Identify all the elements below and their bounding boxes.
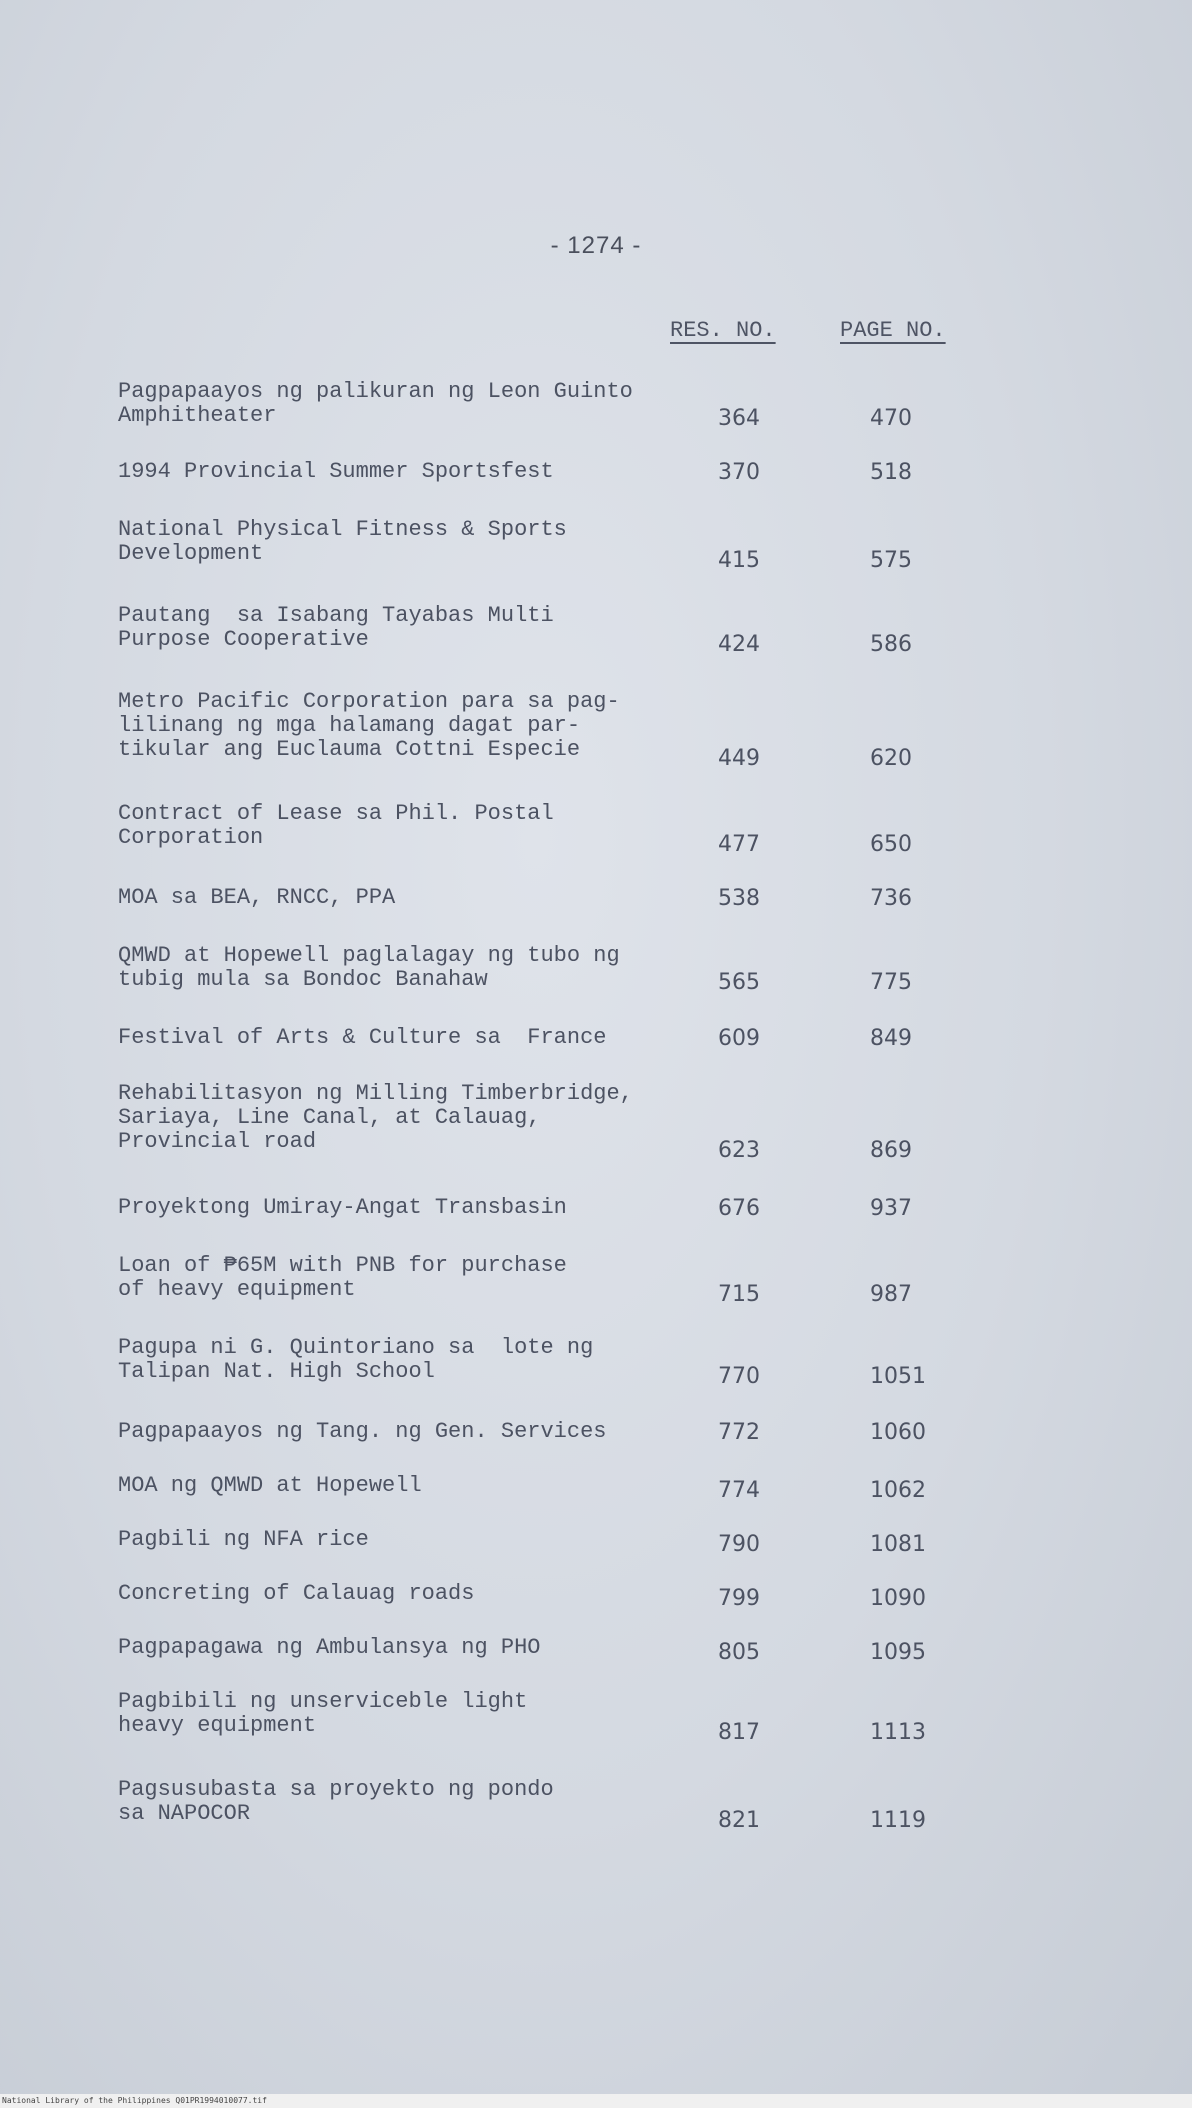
- page-number-value: 1090: [870, 1586, 926, 1611]
- item-description: Pagpapaayos ng Tang. ng Gen. Services: [118, 1419, 607, 1444]
- page-number-value: 1119: [870, 1808, 926, 1833]
- res-number: 799: [718, 1586, 760, 1611]
- res-number: 370: [718, 460, 760, 485]
- item-description: Contract of Lease sa Phil. Postal Corporation: [118, 801, 554, 850]
- item-description: Pagsusubasta sa proyekto ng pondo sa NAPOCOR: [118, 1777, 554, 1826]
- page-number-value: 650: [870, 832, 912, 857]
- item-description: QMWD at Hopewell paglalagay ng tubo ng tubig mula sa Bondoc Banahaw: [118, 943, 620, 992]
- res-number: 770: [718, 1364, 760, 1389]
- page-number-value: 849: [870, 1026, 912, 1051]
- item-description: Pagpapaayos ng palikuran ng Leon Guinto Amphitheater: [118, 379, 633, 428]
- scan-footer: National Library of the Philippines Q01PR1994010077.tif: [0, 2094, 1192, 2108]
- page-number-value: 775: [870, 970, 912, 995]
- item-description: Metro Pacific Corporation para sa pag- lilinang ng mga halamang dagat par- tikular ang Euclauma Cottni Especie: [118, 689, 620, 762]
- item-description: Pagbili ng NFA rice: [118, 1527, 369, 1552]
- page-number-value: 1051: [870, 1364, 926, 1389]
- res-number: 364: [718, 406, 760, 431]
- page-number-value: 987: [870, 1282, 912, 1307]
- page-number-value: 575: [870, 548, 912, 573]
- page-number-value: 937: [870, 1196, 912, 1221]
- page-number-value: 1062: [870, 1478, 926, 1503]
- item-description: Pautang sa Isabang Tayabas Multi Purpose Cooperative: [118, 603, 554, 652]
- page-number-value: 1113: [870, 1720, 926, 1745]
- page-number-value: 869: [870, 1138, 912, 1163]
- res-number: 715: [718, 1282, 760, 1307]
- column-header-res-no: RES. NO.: [670, 318, 776, 343]
- item-description: MOA sa BEA, RNCC, PPA: [118, 885, 396, 910]
- page-number-value: 518: [870, 460, 912, 485]
- res-number: 477: [718, 832, 760, 857]
- res-number: 609: [718, 1026, 760, 1051]
- res-number: 821: [718, 1808, 760, 1833]
- res-number: 424: [718, 632, 760, 657]
- page-number-value: 620: [870, 746, 912, 771]
- page-number-value: 736: [870, 886, 912, 911]
- page-number-value: 1095: [870, 1640, 926, 1665]
- page-number-value: 586: [870, 632, 912, 657]
- item-description: Pagpapagawa ng Ambulansya ng PHO: [118, 1635, 541, 1660]
- res-number: 565: [718, 970, 760, 995]
- item-description: Proyektong Umiray-Angat Transbasin: [118, 1195, 567, 1220]
- item-description: 1994 Provincial Summer Sportsfest: [118, 459, 554, 484]
- page-number-value: 1060: [870, 1420, 926, 1445]
- res-number: 623: [718, 1138, 760, 1163]
- page-number-value: 470: [870, 406, 912, 431]
- res-number: 790: [718, 1532, 760, 1557]
- res-number: 538: [718, 886, 760, 911]
- item-description: National Physical Fitness & Sports Development: [118, 517, 567, 566]
- res-number: 676: [718, 1196, 760, 1221]
- item-description: Festival of Arts & Culture sa France: [118, 1025, 607, 1050]
- item-description: Rehabilitasyon ng Milling Timberbridge, Sariaya, Line Canal, at Calauag, Provincial road: [118, 1081, 633, 1154]
- res-number: 449: [718, 746, 760, 771]
- res-number: 805: [718, 1640, 760, 1665]
- res-number: 415: [718, 548, 760, 573]
- item-description: Concreting of Calauag roads: [118, 1581, 475, 1606]
- item-description: MOA ng QMWD at Hopewell: [118, 1473, 422, 1498]
- page-number: - 1274 -: [550, 232, 642, 259]
- res-number: 772: [718, 1420, 760, 1445]
- item-description: Pagupa ni G. Quintoriano sa lote ng Talipan Nat. High School: [118, 1335, 594, 1384]
- res-number: 774: [718, 1478, 760, 1503]
- column-header-page-no: PAGE NO.: [840, 318, 946, 343]
- res-number: 817: [718, 1720, 760, 1745]
- page-number-value: 1081: [870, 1532, 926, 1557]
- item-description: Pagbibili ng unserviceble light heavy equipment: [118, 1689, 528, 1738]
- item-description: Loan of ₱65M with PNB for purchase of heavy equipment: [118, 1253, 567, 1302]
